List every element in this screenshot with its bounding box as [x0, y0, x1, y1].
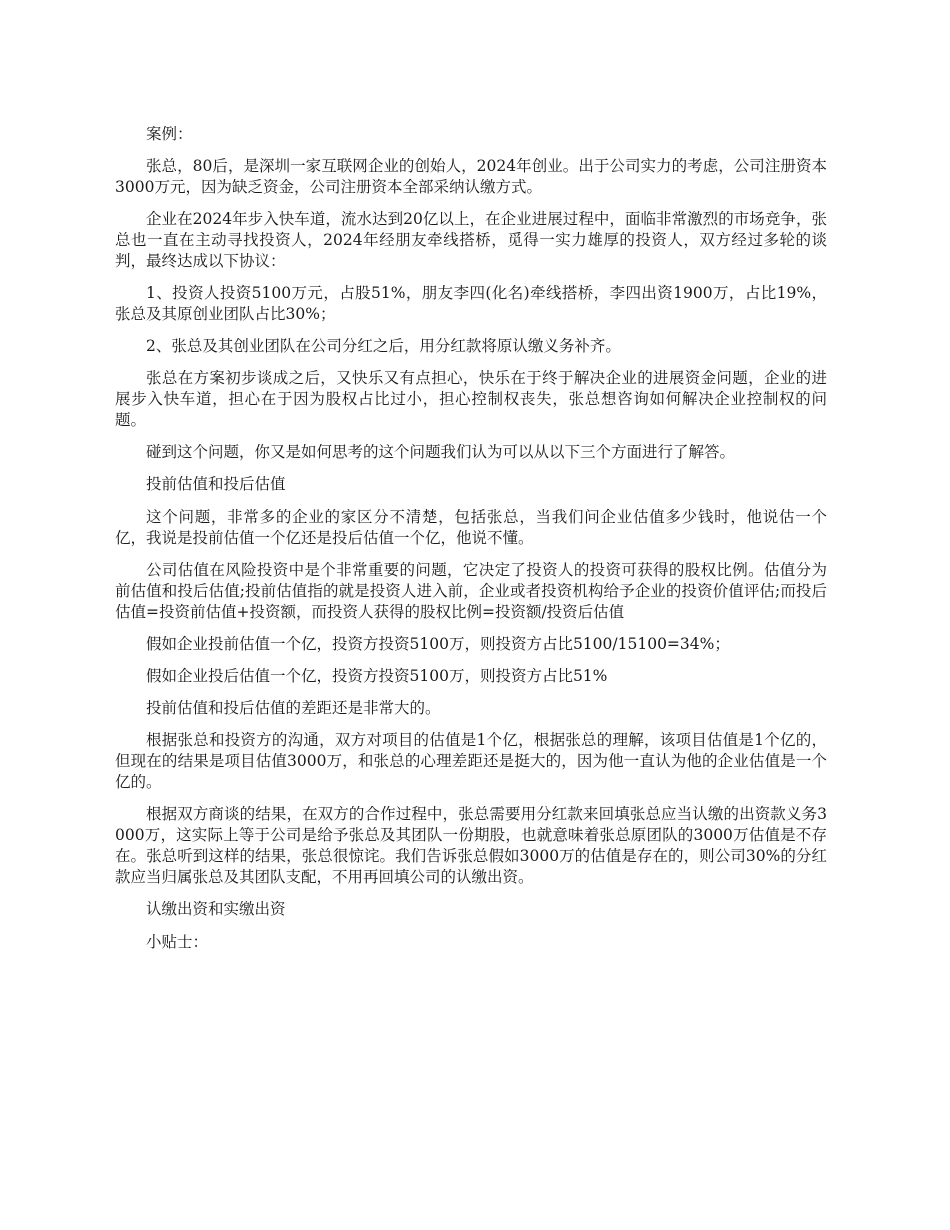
paragraph: 投前估值和投后估值的差距还是非常大的。 — [146, 699, 441, 717]
paragraph: 公司估值在风险投资中是个非常重要的问题，它决定了投资人的投资可获得的股权比例。估值分为前估值和投后估值;投前估值指的就是投资人进入前，企业或者投资机构给予企业的投资价值评估;而投后估值=投资前估值+投资额，而投资人获得的股权比例=投资额/投资后估值 — [115, 561, 827, 621]
paragraph-case-label: 案例： — [146, 125, 193, 143]
paragraph-example-pre-money: 假如企业投前估值一个亿，投资方投资5100万，则投资方占比5100/15100=34%； — [146, 635, 730, 653]
paragraph: 碰到这个问题，你又是如何思考的这个问题我们认为可以从以下三个方面进行了解答。 — [146, 443, 736, 461]
section-heading-capital-contribution: 认缴出资和实缴出资 — [146, 900, 286, 918]
paragraph: 张总，80后，是深圳一家互联网企业的创始人，2024年创业。出于公司实力的考虑，公司注册资本3000万元，因为缺乏资金，公司注册资本全部采纳认缴方式。 — [115, 157, 827, 196]
paragraph-example-post-money: 假如企业投后估值一个亿，投资方投资5100万，则投资方占比51% — [146, 667, 608, 685]
paragraph-agreement-item-2: 2、张总及其创业团队在公司分红之后，用分红款将原认缴义务补齐。 — [146, 337, 621, 355]
paragraph: 根据双方商谈的结果，在双方的合作过程中，张总需要用分红款来回填张总应当认缴的出资款义务3000万，这实际上等于公司是给予张总及其团队一份期股，也就意味着张总原团队的3000万估值是不存在。张总听到这样的结果，张总很惊诧。我们告诉张总假如3000万的估值是存在的，则公司30%的分红款应当归属张总及其团队支配，不用再回填公司的认缴出资。 — [115, 805, 827, 886]
paragraph: 根据张总和投资方的沟通，双方对项目的估值是1个亿，根据张总的理解，该项目估值是1个亿的，但现在的结果是项目估值3000万，和张总的心理差距还是挺大的，因为他一直认为他的企业估值是一个亿的。 — [115, 731, 827, 791]
section-heading-valuation: 投前估值和投后估值 — [146, 475, 286, 493]
paragraph-agreement-item-1: 1、投资人投资5100万元，占股51%，朋友李四(化名)牵线搭桥，李四出资1900万，占比19%，张总及其原创业团队占比30%； — [115, 284, 827, 323]
paragraph: 张总在方案初步谈成之后，又快乐又有点担心，快乐在于终于解决企业的进展资金问题，企业的进展步入快车道，担心在于因为股权占比过小，担心控制权丧失，张总想咨询如何解决企业控制权的问题。 — [115, 369, 827, 429]
document-body — [115, 124, 827, 964]
paragraph: 这个问题，非常多的企业的家区分不清楚，包括张总，当我们问企业估值多少钱时，他说估一个亿，我说是投前估值一个亿还是投后估值一个亿，他说不懂。 — [115, 508, 827, 547]
paragraph: 企业在2024年步入快车道，流水达到20亿以上，在企业进展过程中，面临非常激烈的市场竞争，张总也一直在主动寻找投资人，2024年经朋友牵线搭桥，觅得一实力雄厚的投资人，双方经过多轮的谈判，最终达成以下协议： — [115, 210, 827, 270]
paragraph-tips-label: 小贴士： — [146, 933, 209, 951]
